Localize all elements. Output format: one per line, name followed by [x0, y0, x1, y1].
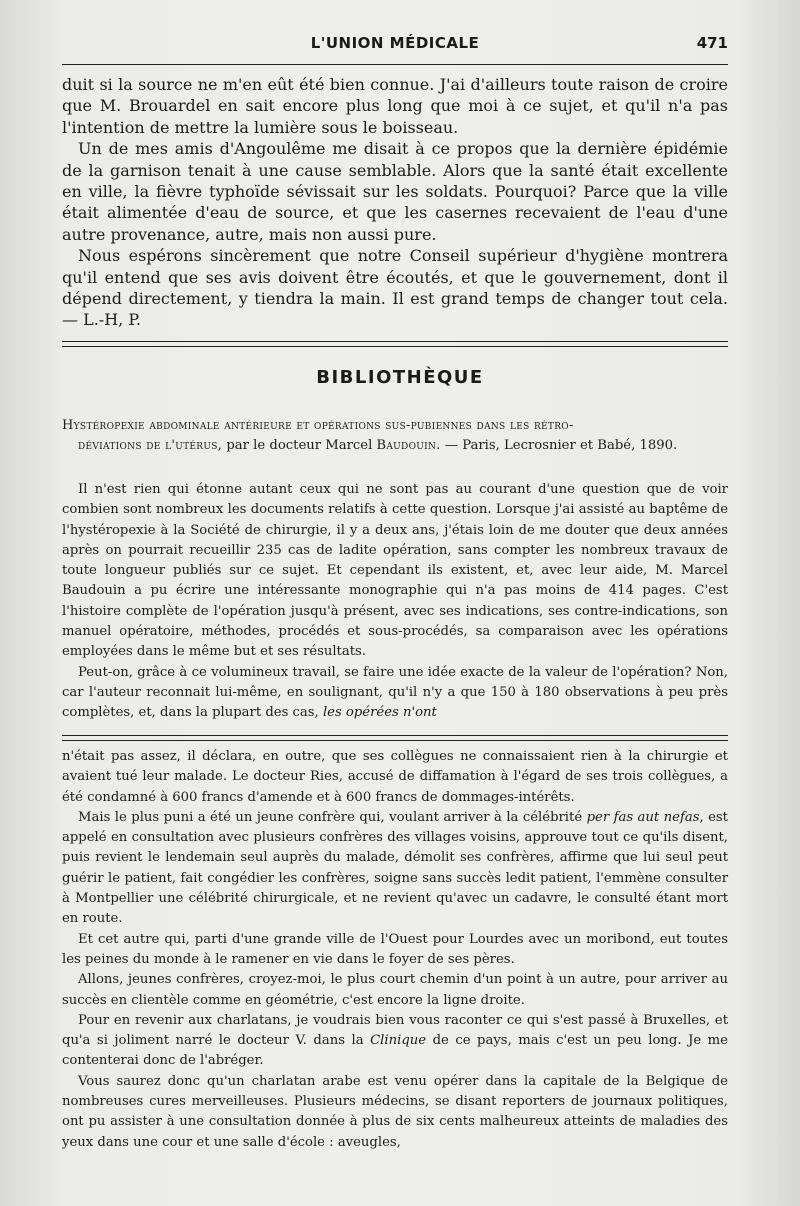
paragraph: n'était pas assez, il déclara, en outre, que ses collègues ne connaissaient rien à la chirurgie et avaient tué leur malade. Le docteur Ries, accusé de diffamation à l'égard de ses trois collègues, a été condamné à 600 francs d'amende et à 600 francs de dommages-intérêts.	[62, 749, 728, 805]
book-reference-continued	[62, 436, 728, 456]
book-by: par le docteur Marcel	[226, 438, 373, 454]
paragraph: Vous saurez donc qu'un charlatan arabe est venu opérer dans la capitale de la Belgique de nombreuses cures merveilleuses. Plusieurs médecins, se disant reporters de journaux politiques, ont pu assister à une consultation donnée à plus de six cents malheureux atteints de maladies des yeux dans une cour et une salle d'école : aveugles,	[62, 1073, 728, 1150]
paragraph: Allons, jeunes confrères, croyez-moi, le plus court chemin d'un point à un autre, pour arriver au succès en clientèle comme en géométrie, c'est encore la ligne droite.	[62, 972, 728, 1008]
section-heading: BIBLIOTHÈQUE	[316, 367, 484, 388]
book-reference-text	[62, 416, 728, 457]
paragraph: Il n'est rien qui étonne autant ceux qui ne sont pas au courant d'une question que de voir combien sont nombreux les documents relatifs à cette question. Lorsque j'ai assisté au baptême de l'hystéropexie à la Société de chirurgie, il y a deux ans, j'étais loin de me douter que deux années après on pourrait recueillir 235 cas de ladite opération, sans compter les nombreux travaux de toute longueur publiés sur ce sujet. Et cependant ils existent, et, avec leur aide, M. Marcel Baudouin a pu écrire une intéressante monographie qui n'a pas moins de 414 pages. C'est l'histoire complète de l'opération jusqu'à présent, avec ses indications, ses contre-indications, son manuel opératoire, méthodes, procédés et sous-procédés, sa comparaison avec les opérations employées dans le même but et ses résultats.	[62, 482, 728, 660]
italic-text: Clinique	[370, 1033, 427, 1049]
paragraph: Nous espérons sincèrement que notre Conseil supérieur d'hygiène montrera qu'il entend que ses avis doivent être écoutés, et que le gouvernement, dont il dépend directement, y tiendra la main. Il est grand temps de changer tout cela. — L.-H, P.	[62, 246, 728, 330]
book-reference	[62, 416, 728, 457]
paragraph: duit si la source ne m'en eût été bien connue. J'ai d'ailleurs toute raison de croire que M. Brouardel en sait encore plus long que moi à ce sujet, et qu'il n'a pas l'intention de mettre la lumière sous le boisseau.	[62, 75, 728, 137]
book-title: Hystéropexie abdominale antérieure et opérations sus-pubiennes dans les rétro-	[62, 418, 574, 433]
italic-text: les opérées n'ont	[322, 705, 437, 721]
paragraph-text: Pour en revenir aux charlatans, je voudrais bien vous raconter ce qui s'est passé à Bruxelles, et qu'a si joliment narré le docteur V. dans la	[62, 1012, 728, 1049]
book-title-continued: déviations de l'utérus,	[78, 438, 223, 454]
italic-text: per fas aut nefas	[586, 809, 700, 825]
section-double-rule	[62, 341, 728, 347]
column-break-rule	[62, 735, 728, 741]
paragraph-text: Mais le plus puni a été un jeune confrère qui, voulant arriver à la célébrité	[78, 809, 583, 825]
paragraph: Et cet autre qui, parti d'une grande ville de l'Ouest pour Lourdes avec un moribond, eut toutes les peines du monde à le ramener en vie dans le foyer de ses pères.	[62, 931, 728, 967]
paragraph	[62, 808, 728, 930]
paragraph-text: Peut-on, grâce à ce volumineux travail, se faire une idée exacte de la valeur de l'opération? Non, car l'auteur reconnait lui-même, en soulignant, qu'il n'y a que 150 à 180 observations à peu près complètes, et, dans la plupart des cas,	[62, 664, 728, 721]
paragraph-text: , est appelé en consultation avec plusieurs confrères des villages voisins, approuve tout ce qu'ils disent, puis revient le lendemain seul auprès du malade, démolit ses confrères, affirme que lui seul peut guérir le patient, fait congédier les confrères, soigne sans succès ledit patient, l'emmène consulter à Montpellier une célébrité chirurgicale, et ne revient qu'avec un cadavre, le consulté étant mort en route.	[62, 809, 728, 927]
book-publisher: — Paris, Lecrosnier et Babé, 1890.	[444, 438, 678, 454]
paragraph	[62, 1011, 728, 1072]
page-header	[62, 34, 728, 58]
paragraph: Un de mes amis d'Angoulême me disait à ce propos que la dernière épidémie de la garnison tenait à une cause semblable. Alors que la santé était excellente en ville, la fièvre typhoïde sévissait sur les soldats. Pourquoi? Parce que la ville était alimentée d'eau de source, et que les casernes recevaient de l'eau d'une autre provenance, autre, mais non aussi pure.	[62, 139, 728, 244]
running-title: L'UNION MÉDICALE	[310, 34, 480, 52]
paragraph-text: de ce pays, mais c'est un peu long. Je me contenterai donc de l'abréger.	[62, 1033, 728, 1069]
book-author: Baudouin.	[376, 438, 441, 454]
review-text	[62, 480, 728, 724]
paragraph	[62, 663, 728, 724]
lower-article-text	[62, 747, 728, 1153]
upper-article-text	[62, 74, 728, 331]
header-rule	[62, 64, 728, 65]
page-number: 471	[696, 34, 728, 52]
